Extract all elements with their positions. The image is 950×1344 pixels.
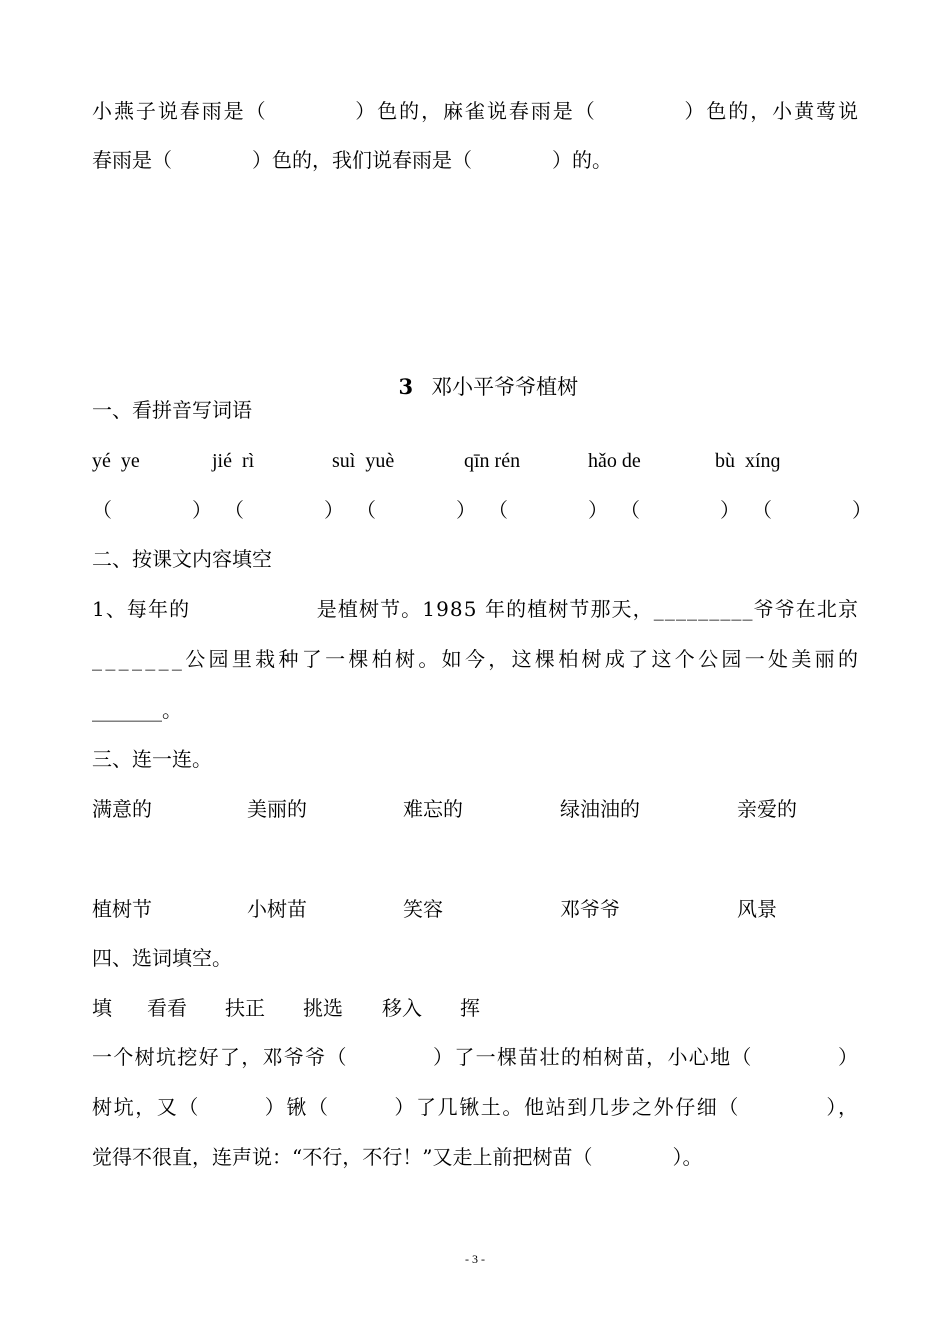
word-bank [92,995,862,1021]
intro-line-1: 小燕子说春雨是（ ）色的，麻雀说春雨是（ ）色的，小黄莺说 [92,99,860,123]
answer-blank: （ ） [620,498,740,522]
match-word: 笑容 [403,897,443,921]
section2-line-2: _______公园里栽种了一棵柏树。如今，这棵柏树成了这个公园一处美丽的 [92,647,862,671]
intro-line-2: 春雨是（ ）色的，我们说春雨是（ ）的。 [92,148,612,172]
match-word: 亲爱的 [737,797,797,821]
match-word: 邓爷爷 [560,897,620,921]
match-word: 绿油油的 [560,797,640,821]
match-bottom-row [92,896,862,922]
word-bank-item: 挑选 [303,996,343,1020]
section4-line-1: 一个树坑挖好了，邓爷爷（ ）了一棵苗壮的柏树苗，小心地（ ） [92,1045,860,1069]
match-word: 美丽的 [247,797,307,821]
word-bank-item: 填 [92,996,112,1020]
lesson-title-text: 邓小平爷爷植树 [431,375,579,399]
section2-line-1: 1、每年的 是植树节。1985 年的植树节那天，_________爷爷在北京 [92,597,860,621]
word-bank-item: 移入 [382,996,422,1020]
page-number: - 3 - [465,1252,485,1266]
pinyin-row [92,448,862,474]
section2-heading: 二、按课文内容填空 [92,547,272,571]
word-bank-item: 看看 [147,996,187,1020]
section4-heading: 四、选词填空。 [92,946,232,970]
pinyin-item: suì yuè [332,450,395,472]
pinyin-item: qīn rén [464,450,521,472]
match-word: 小树苗 [247,897,307,921]
word-bank-item: 扶正 [225,996,265,1020]
pinyin-item: hǎo de [588,450,641,472]
match-word: 难忘的 [403,797,463,821]
lesson-number: 3 [398,374,414,399]
answer-blank-row [92,497,872,523]
match-top-row [92,796,862,822]
section4-line-2: 树坑，又（ ）锹（ ）了几锹土。他站到几步之外仔细（ ）， [92,1095,860,1119]
match-word: 风景 [737,897,777,921]
word-bank-item: 挥 [460,996,480,1020]
section2-line-3: _______。 [92,698,182,722]
answer-blank: （ ） [752,498,872,522]
answer-blank: （ ） [356,498,476,522]
pinyin-item: yé ye [92,450,140,472]
pinyin-item: bù xínɡ [715,450,781,472]
section1-heading: 一、看拼音写词语 [92,398,252,422]
pinyin-item: jié rì [212,450,255,472]
answer-blank: （ ） [92,498,212,522]
match-word: 植树节 [92,897,152,921]
match-word: 满意的 [92,797,152,821]
answer-blank: （ ） [224,498,344,522]
answer-blank: （ ） [488,498,608,522]
section3-heading: 三、连一连。 [92,747,212,771]
section4-line-3: 觉得不很直，连声说：“不行，不行！”又走上前把树苗（ ）。 [92,1145,703,1169]
